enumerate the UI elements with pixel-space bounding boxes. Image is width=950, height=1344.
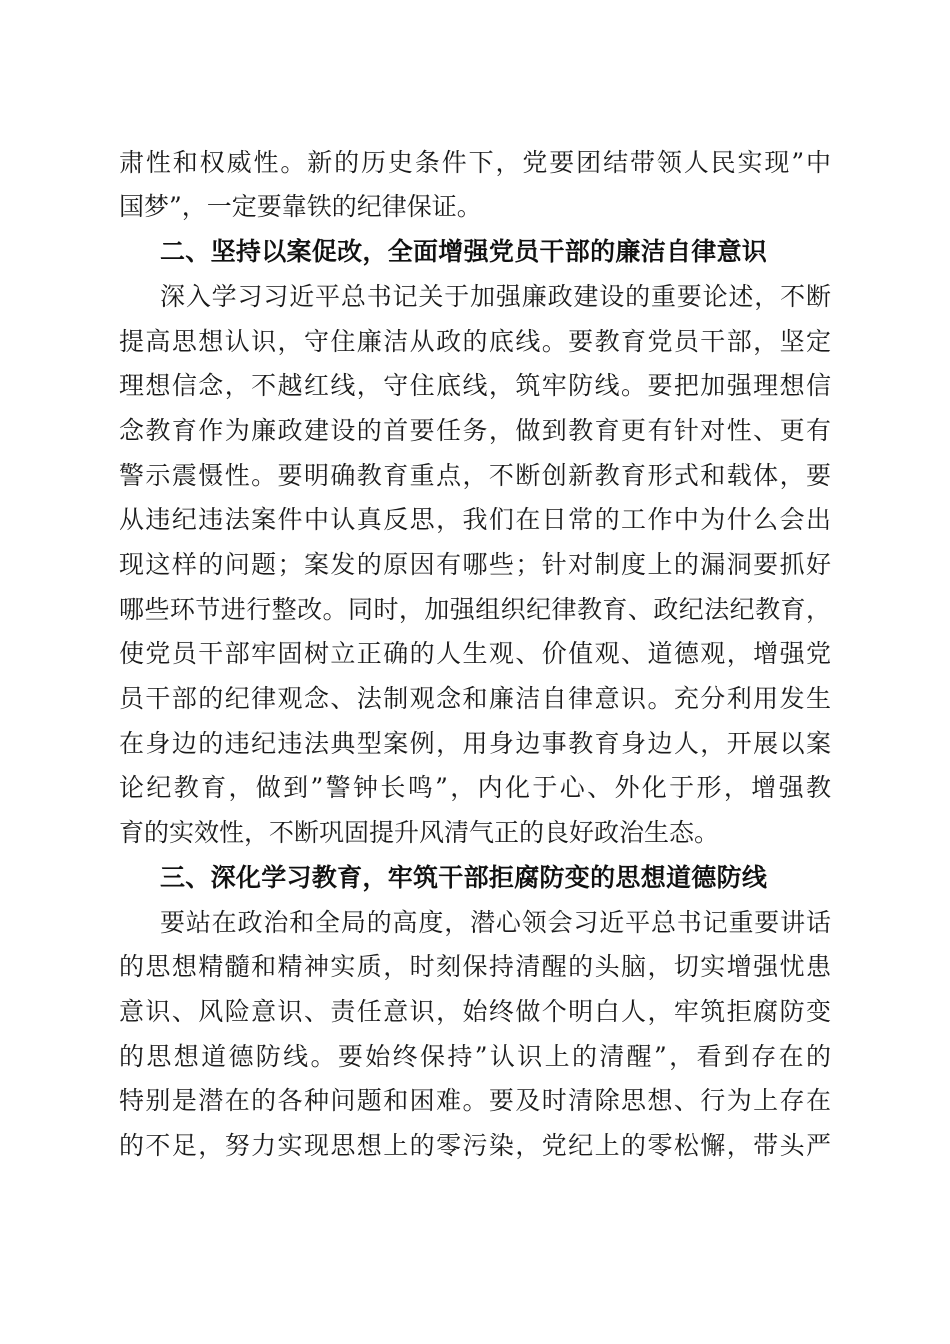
section-3-line-6: 的不足，努力实现思想上的零污染，党纪上的零松懈，带头严 [119,1131,831,1160]
section-3-line-3: 意识、风险意识、责任意识，始终做个明白人，牢筑拒腐防变 [119,997,831,1026]
section-2-line-7: 现这样的问题；案发的原因有哪些；针对制度上的漏洞要抓好 [119,550,831,579]
section-3-line-4: 的思想道德防线。要始终保持”认识上的清醒”，看到存在的 [119,1042,831,1071]
intro-line-1: 肃性和权威性。新的历史条件下，党要团结带领人民实现”中 [119,148,831,177]
section-2-line-9: 使党员干部牢固树立正确的人生观、价值观、道德观，增强党 [119,639,831,668]
intro-line-2: 国梦”，一定要靠铁的纪律保证。 [119,192,482,221]
section-2-line-12: 论纪教育，做到”警钟长鸣”，内化于心、外化于形，增强教 [119,773,831,802]
section-2-line-3: 理想信念，不越红线，守住底线，筑牢防线。要把加强理想信 [119,371,831,400]
section-2-line-2: 提高思想认识，守住廉洁从政的底线。要教育党员干部，坚定 [119,327,831,356]
section-2-line-1: 深入学习习近平总书记关于加强廉政建设的重要论述，不断 [160,282,831,311]
section-2-line-6: 从违纪违法案件中认真反思，我们在日常的工作中为什么会出 [119,505,831,534]
section-3-line-2: 的思想精髓和精神实质，时刻保持清醒的头脑，切实增强忧患 [119,952,831,981]
section-2-line-5: 警示震慑性。要明确教育重点，不断创新教育形式和载体，要 [119,461,831,490]
section-2-line-8: 哪些环节进行整改。同时，加强组织纪律教育、政纪法纪教育， [119,595,831,624]
section-2-line-13: 育的实效性，不断巩固提升风清气正的良好政治生态。 [119,818,720,847]
section-2-line-11: 在身边的违纪违法典型案例，用身边事教育身边人，开展以案 [119,729,831,758]
section-2-line-4: 念教育作为廉政建设的首要任务，做到教育更有针对性、更有 [119,416,831,445]
section-2-heading: 二、坚持以案促改，全面增强党员干部的廉洁自律意识 [160,237,768,266]
section-3-heading: 三、深化学习教育，牢筑干部拒腐防变的思想道德防线 [160,863,768,892]
section-3-line-1: 要站在政治和全局的高度，潜心领会习近平总书记重要讲话 [160,908,831,937]
section-3-line-5: 特别是潜在的各种问题和困难。要及时清除思想、行为上存在 [119,1086,831,1115]
section-2-line-10: 员干部的纪律观念、法制观念和廉洁自律意识。充分利用发生 [119,684,831,713]
